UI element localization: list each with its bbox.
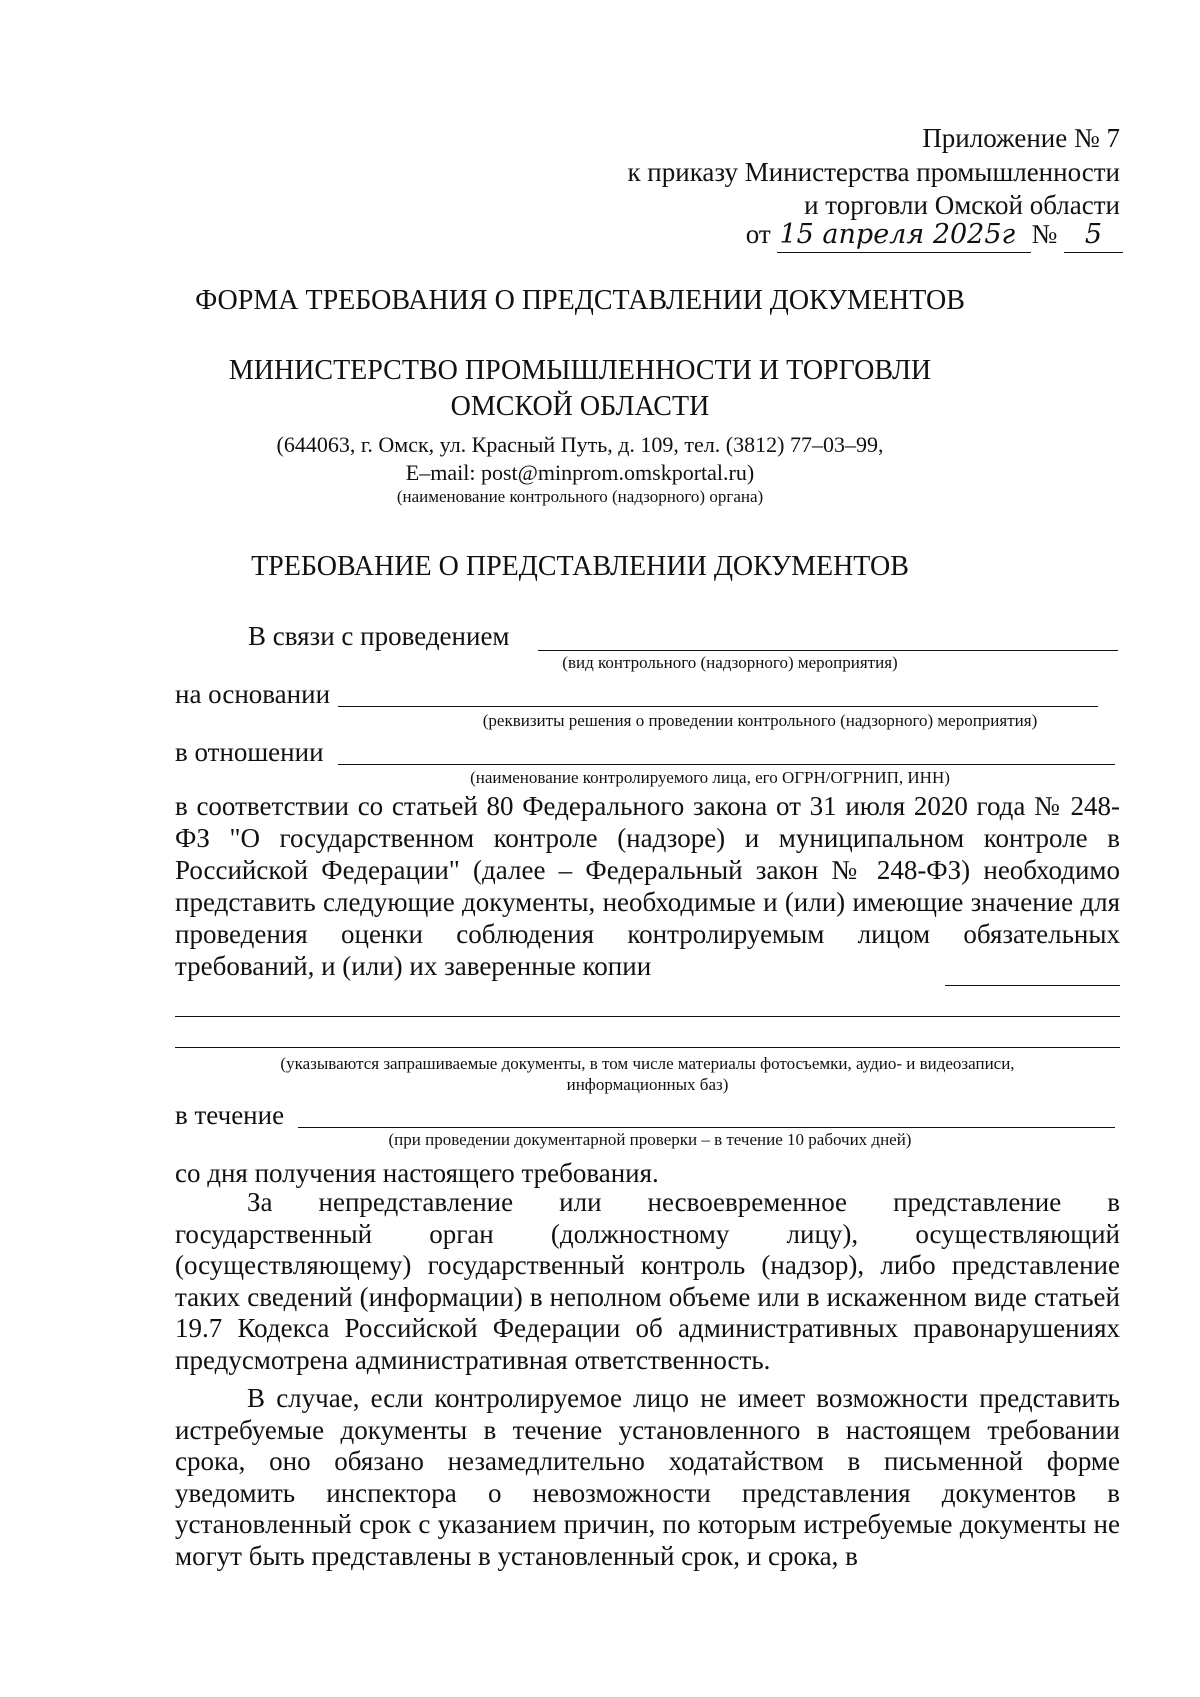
documents-fill-line-1	[175, 1016, 1120, 1017]
in-connection-fill-line	[538, 650, 1118, 651]
date-prefix: от	[745, 219, 771, 249]
in-connection-hint: (вид контрольного (надзорного) мероприятия)	[562, 653, 898, 672]
period-fill-line	[298, 1127, 1115, 1128]
form-title: ФОРМА ТРЕБОВАНИЯ О ПРЕДСТАВЛЕНИИ ДОКУМЕНТОВ	[195, 285, 965, 316]
regarding-fill-line	[338, 764, 1115, 765]
basis-hint: (реквизиты решения о проведении контрольного (надзорного) мероприятия)	[482, 711, 1038, 730]
handwritten-date: 15 апреля 2025г	[777, 218, 1031, 253]
handwritten-number: 5	[1064, 218, 1123, 253]
in-connection-label: В связи с проведением	[248, 621, 510, 651]
regarding-hint: (наименование контролируемого лица, его ОГРН/ОГРНИП, ИНН)	[470, 768, 950, 787]
ministry-name-line2: ОМСКОЙ ОБЛАСТИ	[450, 391, 710, 422]
period-hint: (при проведении документарной проверки – в течение 10 рабочих дней)	[388, 1130, 912, 1149]
period-after: со дня получения настоящего требования.	[175, 1158, 659, 1188]
number-label: №	[1031, 219, 1058, 249]
period-label: в течение	[175, 1100, 285, 1130]
documents-fill-line-2	[175, 1047, 1120, 1048]
documents-hint-line2: информационных баз)	[566, 1075, 729, 1094]
ministry-address: (644063, г. Омск, ул. Красный Путь, д. 109, тел. (3812) 77–03–99,	[276, 432, 884, 457]
appendix-order-ref: к приказу Министерства промышленности	[627, 157, 1120, 187]
appendix-number: Приложение № 7	[922, 123, 1120, 153]
body-paragraph-2: За непредставление или несвоевременное представление в государственный орган (должностному лицу), осуществляющий (осуществляющему) государственный контроль (надзор), либо представление таких сведений (информации) в неполном объеме или в искаженном виде статьей 19.7 Кодекса Российской Федерации об административных правонарушениях предусмотрена административная ответственность.	[175, 1187, 1120, 1375]
requirement-title: ТРЕБОВАНИЕ О ПРЕДСТАВЛЕНИИ ДОКУМЕНТОВ	[251, 551, 909, 582]
ministry-caption: (наименование контрольного (надзорного) органа)	[396, 487, 764, 506]
basis-fill-line	[338, 706, 1098, 707]
documents-hint-line1: (указываются запрашиваемые документы, в том числе материалы фотосъемки, аудио- и видеозаписи,	[280, 1054, 1015, 1073]
ministry-name-line1: МИНИСТЕРСТВО ПРОМЫШЛЕННОСТИ И ТОРГОВЛИ	[228, 355, 932, 386]
appendix-ministry-ref: и торговли Омской области	[804, 190, 1120, 220]
basis-label: на основании	[175, 679, 331, 709]
copies-fill-line	[945, 985, 1120, 986]
body-paragraph-1: в соответствии со статьей 80 Федерального закона от 31 июля 2020 года № 248-ФЗ "О государственном контроле (надзоре) и муниципальном контроле в Российской Федерации" (далее – Федеральный закон № 248-ФЗ) необходимо представить следующие документы, необходимые и (или) имеющие значение для проведения оценки соблюдения контролируемым лицом обязательных требований, и (или) их заверенные копии	[175, 791, 1120, 981]
regarding-label: в отношении	[175, 737, 324, 767]
ministry-email: E–mail: post@minprom.omskportal.ru)	[405, 460, 755, 485]
body-paragraph-3: В случае, если контролируемое лицо не имеет возможности представить истребуемые документы в течение установленного в настоящем требовании срока, оно обязано незамедлительно ходатайством в письменной форме уведомить инспектора о невозможности представления документов в установленный срок с указанием причин, по которым истребуемые документы не могут быть представлены в установленный срок, и срока, в	[175, 1383, 1120, 1571]
appendix-date-line	[746, 217, 1123, 253]
